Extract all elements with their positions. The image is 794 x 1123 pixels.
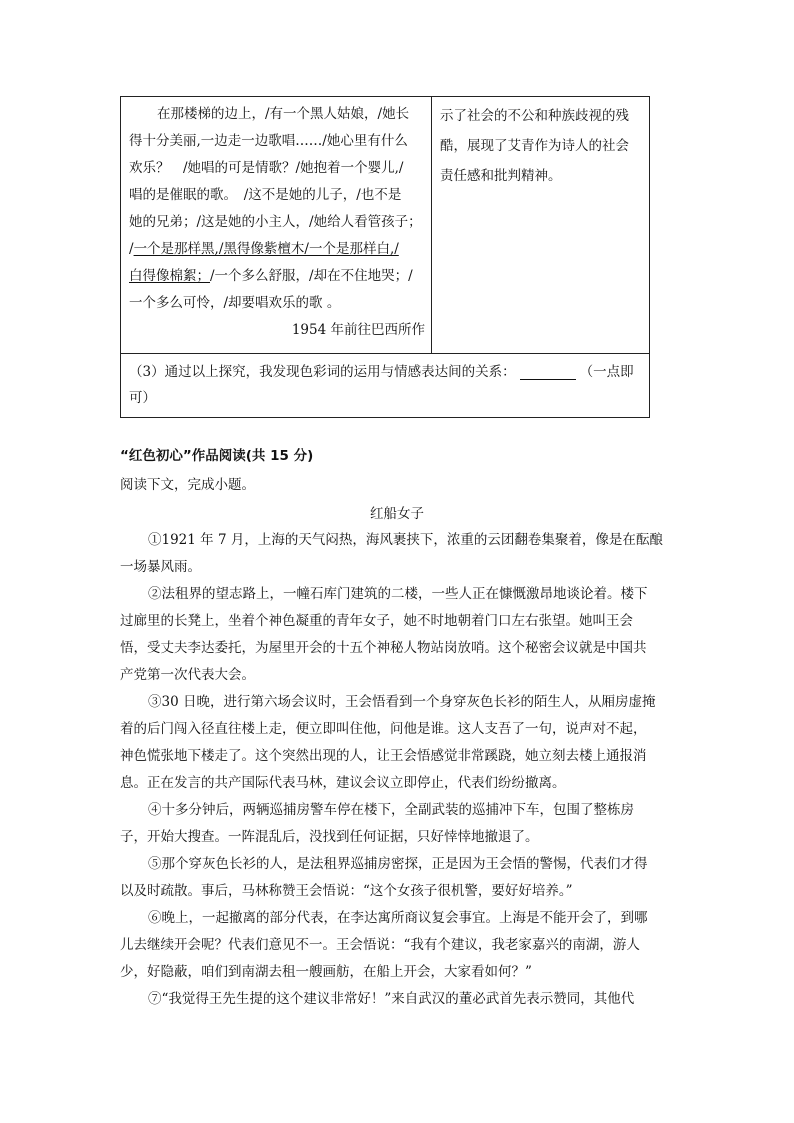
- article-line: 神色慌张地下楼走了。这个突然出现的人，让王会悟感觉非常蹊跷，她立刻去楼上通报消: [120, 748, 647, 764]
- exercise-table: [120, 96, 650, 418]
- article-line: 过廊里的长凳上，坐着个神色凝重的青年女子，她不时地朝着门口左右张望。她叫王会: [120, 613, 633, 629]
- article-line: 子，开始大搜查。一阵混乱后，没找到任何证据，只好悻悻地撤退了。: [120, 829, 539, 845]
- article-line: ⑤那个穿灰色长衫的人，是法租界巡捕房密探，正是因为王会悟的警惕，代表们才得: [148, 856, 648, 872]
- article-line: ②法租界的望志路上，一幢石库门建筑的二楼，一些人正在慷慨激昂地谈论着。楼下: [148, 586, 648, 602]
- poem-line: 在那楼梯的边上，/有一个黑人姑娘，/她长: [157, 106, 410, 122]
- question-text: （3）通过以上探究，我发现色彩词的运用与情感表达间的关系：: [129, 364, 516, 380]
- article-line: ⑥晚上，一起撤离的部分代表，在李达寓所商议复会事宜。上海是不能开会了，到哪: [148, 910, 648, 926]
- article-line: 悟，受丈夫李达委托，为屋里开会的十五个神秘人物站岗放哨。这个秘密会议就是中国共: [120, 640, 647, 656]
- comment-cell: [440, 101, 646, 191]
- article-line: 着的后门闯入径直往楼上走，便立即叫住他，问他是谁。这人支吾了一句，说声对不起，: [120, 721, 647, 737]
- comment-line: 责任感和批判精神。: [440, 168, 562, 184]
- article-line: 一场暴风雨。: [120, 559, 201, 575]
- article-line: 以及时疏散。事后，马林称赞王会悟说：“这个女孩子很机警，要好好培养。”: [120, 883, 573, 899]
- article-line: 儿去继续开会呢？代表们意见不一。王会悟说：“我有个建议，我老家嘉兴的南湖，游人: [120, 937, 640, 953]
- answer-blank[interactable]: [520, 365, 576, 380]
- poem-cell: [129, 101, 425, 344]
- section-title: “红色初心”作品阅读(共 15 分): [120, 448, 314, 464]
- comment-line: 示了社会的不公和种族歧视的残: [440, 108, 629, 124]
- question-line: [129, 359, 641, 385]
- article-body: [120, 527, 674, 1013]
- poem-text: /一个多么舒服，/却在不住地哭；/: [210, 268, 413, 284]
- instruction: 阅读下文，完成小题。: [120, 477, 255, 493]
- poem-date: 1954 年前往巴西所作: [291, 322, 425, 338]
- article-line: ⑦“我觉得王先生提的这个建议非常好！”来自武汉的董必武首先表示赞同，其他代: [148, 991, 635, 1007]
- poem-line: 得十分美丽,一边走一边歌唱……/她心里有什么: [129, 133, 408, 149]
- poem-line-underlined: [129, 263, 425, 290]
- article-line: 产党第一次代表大会。: [120, 667, 255, 683]
- table-row-divider: [121, 353, 649, 354]
- poem-text: /: [129, 241, 134, 257]
- comment-line: 酷，展现了艾青作为诗人的社会: [440, 138, 629, 154]
- article-title: 红船女子: [370, 506, 424, 522]
- poem-line-underlined: [129, 236, 425, 263]
- question-3: [129, 359, 641, 411]
- poem-underlined-text: 白得像棉絮；: [129, 268, 210, 284]
- question-line: 可）: [129, 390, 156, 406]
- article-line: ③30 日晚，进行第六场会议时，王会悟看到一个身穿灰色长衫的陌生人，从厢房虚掩: [148, 694, 656, 710]
- article-line: ①1921 年 7 月，上海的天气闷热，海风裹挟下，浓重的云团翻卷集聚着，像是在酝酿: [148, 532, 663, 548]
- poem-line: 她的兄弟；/这是她的小主人，/她给人看管孩子；: [129, 214, 422, 230]
- poem-underlined-text: 一个是那样黑,/黑得像紫檀木/一个是那样白,/: [133, 241, 399, 257]
- article-line: 息。正在发言的共产国际代表马林，建议会议立即停止，代表们纷纷撤离。: [120, 775, 566, 791]
- article-line: ④十多分钟后，两辆巡捕房警车停在楼下，全副武装的巡捕冲下车，包围了整栋房: [148, 802, 634, 818]
- poem-line: 唱的是催眠的歌。 /这不是她的儿子，/也不是: [129, 187, 402, 203]
- article-line: 少，好隐蔽，咱们到南湖去租一艘画舫，在船上开会，大家看如何？”: [120, 964, 532, 980]
- table-column-divider: [431, 97, 432, 353]
- poem-line: 欢乐？ /她唱的可是情歌？/她抱着一个婴儿,/: [129, 160, 404, 176]
- question-text: （一点即: [579, 364, 634, 380]
- poem-line: 一个多么可怜，/却要唱欢乐的歌 。: [129, 295, 341, 311]
